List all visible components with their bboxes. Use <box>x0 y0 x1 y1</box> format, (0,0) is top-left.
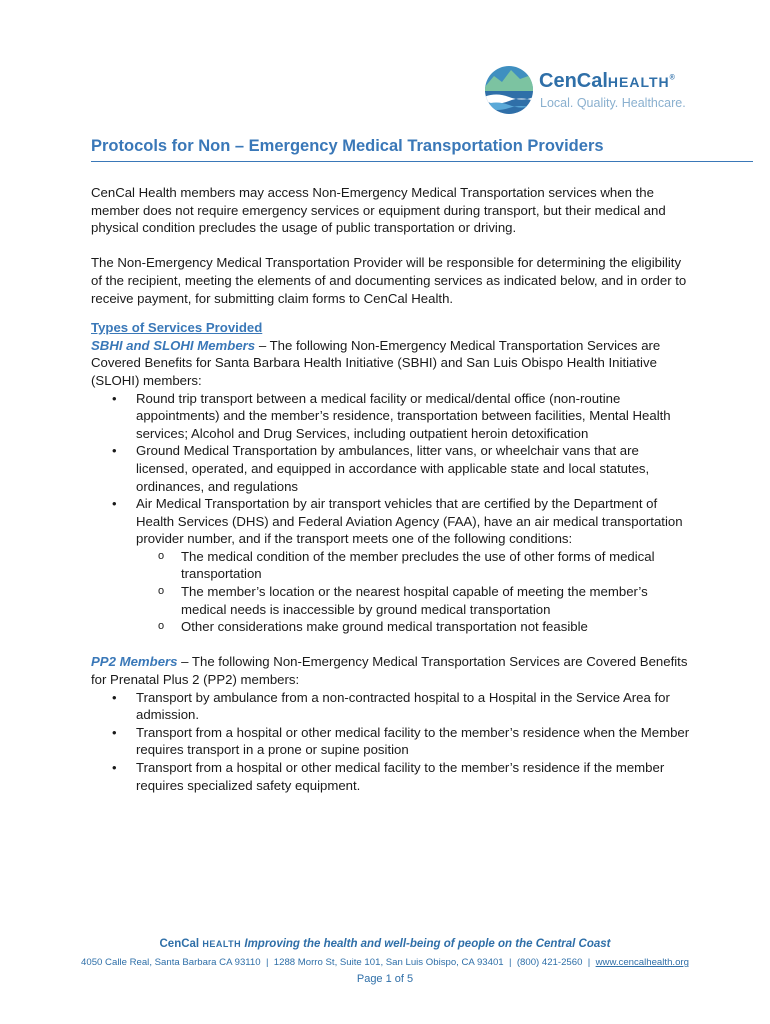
list-item: • Round trip transport between a medical facility or medical/dental office (non-routine appointments) and the member’s residence, transportation between facilities, Mental Health services; Alcohol and Drug Services, including outpatient heroin detoxification <box>91 390 691 443</box>
types-heading: Types of Services Provided <box>91 320 263 336</box>
list-item: • Transport by ambulance from a non-contracted hospital to a Hospital in the Service Area for admission. <box>91 689 691 724</box>
logo-brand-health: HEALTH <box>607 74 670 90</box>
sbhi-text: – The following Non-Emergency Medical Transportation Services are Covered Benefits for Santa Barbara Health Initiative (SBHI) and San Luis Obispo Health Initiative (SLOHI) members: <box>91 337 661 388</box>
list-item: • Transport from a hospital or other medical facility to the member’s residence when the Member requires transport in a prone or supine position <box>91 724 691 759</box>
pp2-text: – The following Non-Emergency Medical Transportation Services are Covered Benefits for Prenatal Plus 2 (PP2) members: <box>91 654 688 688</box>
footer-website-link[interactable]: www.cencalhealth.org <box>595 957 689 968</box>
intro-paragraph-2: The Non-Emergency Medical Transportation Provider will be responsible for determining the eligibility of the recipient, meeting the elements of and documenting services as indicated below, and in order to receive payment, for submitting claim forms to CenCal Health. <box>91 255 687 306</box>
page-number: Page 1 of 5 <box>356 973 414 985</box>
intro-paragraph-1: CenCal Health members may access Non-Emergency Medical Transportation services when the member does not require emergency services or equipment during transport, but their medical and physical condition precludes the usage of public transportation or driving. <box>91 185 666 236</box>
list-item-text: Air Medical Transportation by air transport vehicles that are certified by the Department of Health Services (DHS) and Federal Aviation Agency (FAA), have an air medical transportation provider number, and if the transport meets one of the following conditions: <box>136 496 683 547</box>
cencal-logo <box>484 64 694 120</box>
sub-list-item: o The member’s location or the nearest hospital capable of meeting the member’s medical needs is inaccessible by ground medical transportation <box>136 583 691 618</box>
footer-address-santa-barbara: 4050 Calle Real, Santa Barbara CA 93110 <box>81 957 261 968</box>
logo-tagline: Local. Quality. Healthcare. <box>540 96 686 110</box>
footer-tagline: Improving the health and well-being of people on the Central Coast <box>244 938 611 950</box>
air-conditions-list <box>136 548 691 636</box>
page-title: Protocols for Non – Emergency Medical Transportation Providers <box>91 137 604 155</box>
document-body <box>91 184 691 794</box>
pp2-label: PP2 Members <box>91 654 178 670</box>
list-item: • Transport from a hospital or other medical facility to the member’s residence if the member requires specialized safety equipment. <box>91 759 691 794</box>
footer-address-line: 4050 Calle Real, Santa Barbara CA 93110 | 1288 Morro St, Suite 101, San Luis Obispo, CA 93401 | (800) 421-2560 | www.cencalhealth.org <box>81 957 689 968</box>
list-item: • Ground Medical Transportation by ambulances, litter vans, or wheelchair vans that are licensed, operated, and equipped in accordance with applicable state and local statutes, ordinances, and regulations <box>91 442 691 495</box>
sbhi-label: SBHI and SLOHI Members <box>91 337 256 353</box>
logo-mountain <box>484 70 534 92</box>
logo-wordmark <box>539 70 675 93</box>
list-item <box>91 495 691 636</box>
footer-tagline-line <box>0 938 770 950</box>
title-divider <box>91 161 753 162</box>
footer-address-slo: 1288 Morro St, Suite 101, San Luis Obispo, CA 93401 <box>273 957 504 968</box>
sbhi-intro <box>91 337 691 390</box>
logo-registered-mark: ® <box>669 74 675 82</box>
footer-brand-health: HEALTH <box>202 939 242 949</box>
cencal-logo-mark-icon <box>484 64 534 116</box>
footer-phone: (800) 421-2560 <box>516 957 583 968</box>
sub-list-item: o The medical condition of the member precludes the use of other forms of medical transportation <box>136 548 691 583</box>
pp2-services-list <box>91 689 691 795</box>
sbhi-services-list <box>91 390 691 636</box>
footer-brand-cen: CenCal <box>159 938 200 950</box>
pp2-intro <box>91 653 691 688</box>
logo-brand-cen: CenCal <box>539 70 608 92</box>
sub-list-item: o Other considerations make ground medical transportation not feasible <box>136 618 691 636</box>
